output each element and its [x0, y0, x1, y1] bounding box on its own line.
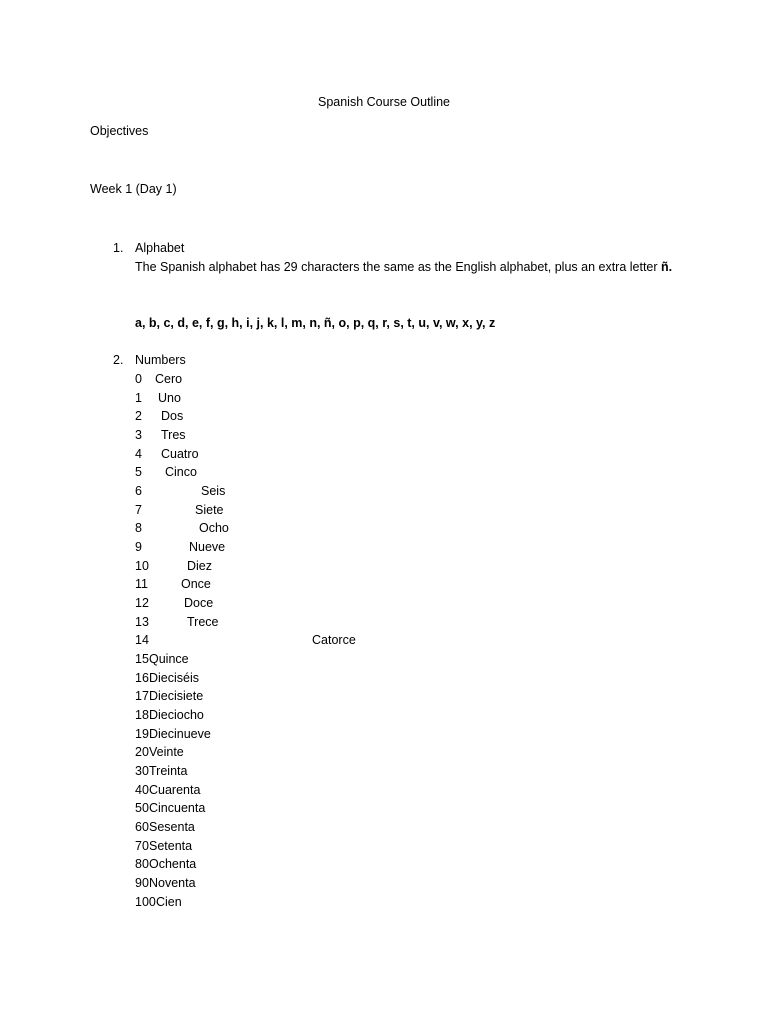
page-title: Spanish Course Outline — [317, 95, 451, 109]
number-value: 11 — [135, 577, 148, 591]
number-value: 12 — [135, 596, 149, 610]
number-word: Veinte — [149, 745, 184, 759]
number-value: 40 — [135, 783, 149, 797]
number-value: 100 — [135, 895, 156, 909]
alphabet-letters: a, b, c, d, e, f, g, h, i, j, k, l, m, n, ñ, o, p, q, r, s, t, u, v, w, x, y, z — [135, 316, 496, 330]
alphabet-extra-letter: ñ. — [661, 260, 673, 274]
number-word: Siete — [195, 503, 224, 517]
number-value: 15 — [135, 652, 149, 666]
number-value: 4 — [135, 447, 142, 461]
number-value: 5 — [135, 465, 142, 479]
number-value: 60 — [135, 820, 149, 834]
number-value: 10 — [135, 559, 149, 573]
number-word: Cuarenta — [149, 783, 201, 797]
number-word: Cincuenta — [149, 801, 206, 815]
number-word: Noventa — [149, 876, 196, 890]
number-value: 18 — [135, 708, 149, 722]
number-value: 20 — [135, 745, 149, 759]
number-value: 9 — [135, 540, 142, 554]
number-value: 7 — [135, 503, 142, 517]
number-value: 3 — [135, 428, 142, 442]
section-heading-numbers: Numbers — [135, 353, 186, 367]
number-word: Diez — [187, 559, 213, 573]
number-value: 80 — [135, 857, 149, 871]
number-value: 14 — [135, 633, 149, 647]
number-value: 70 — [135, 839, 149, 853]
number-value: 19 — [135, 727, 149, 741]
number-value: 0 — [135, 372, 142, 386]
number-word: Dieciséis — [149, 671, 200, 685]
number-word: Trece — [187, 615, 219, 629]
list-marker-2: 2. — [113, 353, 124, 367]
number-value: 17 — [135, 689, 149, 703]
number-word: Dos — [161, 409, 184, 423]
number-word: Dieciocho — [149, 708, 204, 722]
number-value: 16 — [135, 671, 149, 685]
number-word: Ocho — [199, 521, 229, 535]
number-word: Diecisiete — [149, 689, 204, 703]
number-word: Uno — [158, 391, 181, 405]
number-word: Cinco — [165, 465, 197, 479]
number-word: Tres — [161, 428, 186, 442]
number-word: Cuatro — [161, 447, 199, 461]
number-value: 13 — [135, 615, 149, 629]
number-value: 50 — [135, 801, 149, 815]
number-word: Once — [181, 577, 211, 591]
number-value: 90 — [135, 876, 149, 890]
number-value: 6 — [135, 484, 142, 498]
number-word: Treinta — [149, 764, 188, 778]
week-heading: Week 1 (Day 1) — [90, 182, 177, 196]
objectives-heading: Objectives — [90, 124, 149, 138]
list-marker-1: 1. — [113, 241, 124, 255]
number-word: Nueve — [189, 540, 226, 554]
section-heading-alphabet: Alphabet — [135, 241, 185, 255]
number-value: 2 — [135, 409, 142, 423]
alphabet-description-text: The Spanish alphabet has 29 characters the same as the English alphabet, plus an extra letter — [135, 260, 662, 274]
number-value: 30 — [135, 764, 149, 778]
alphabet-description — [135, 259, 672, 275]
number-word: Ochenta — [149, 857, 197, 871]
number-value: 1 — [135, 391, 142, 405]
number-word: Diecinueve — [149, 727, 211, 741]
number-word: Sesenta — [149, 820, 195, 834]
number-word: Quince — [149, 652, 189, 666]
number-word: Cero — [155, 372, 183, 386]
number-word: Catorce — [312, 633, 356, 647]
number-value: 8 — [135, 521, 142, 535]
number-word: Seis — [201, 484, 226, 498]
number-word: Cien — [156, 895, 182, 909]
number-word: Setenta — [149, 839, 193, 853]
number-word: Doce — [184, 596, 214, 610]
